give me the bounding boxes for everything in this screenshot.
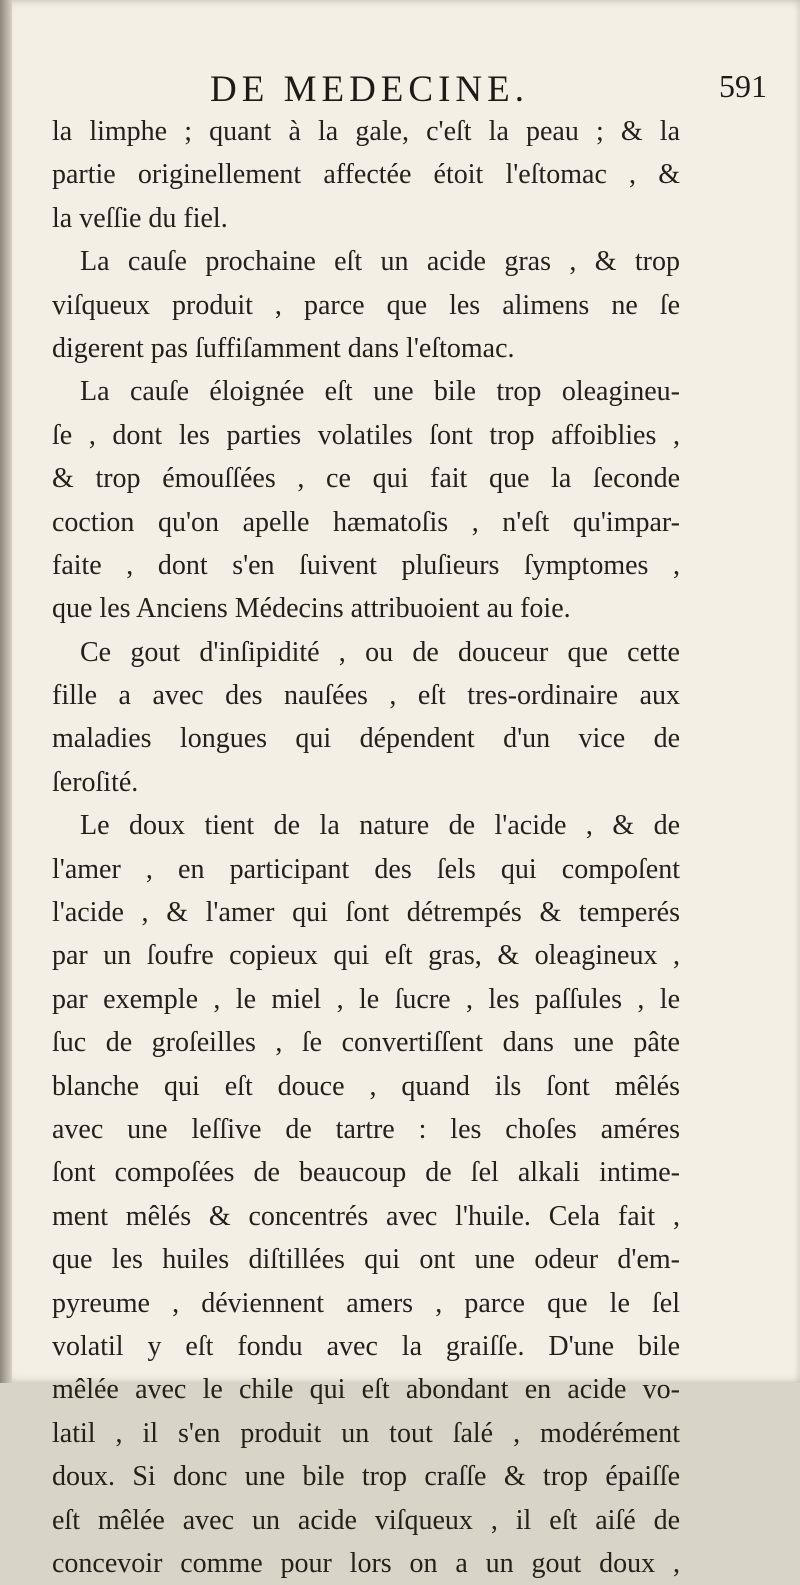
- text-line: faite , dont s'en ſuivent pluſieurs ſymptomes ,: [52, 549, 680, 581]
- page-number: 591: [719, 68, 767, 104]
- text-line: & trop émouſſées , ce qui fait que la ſeconde: [52, 463, 680, 495]
- text-line: ſe , dont les parties volatiles ſont trop affoiblies ,: [52, 419, 680, 451]
- text-line: ſeroſité.: [52, 766, 139, 798]
- text-line: la limphe ; quant à la gale, c'eſt la peau ; & la: [52, 116, 680, 147]
- text-line: l'acide , & l'amer qui ſont détrempés & temperés: [52, 897, 680, 929]
- text-line: avec une leſſive de tartre : les choſes améres: [52, 1113, 680, 1145]
- text-line: viſqueux produit , parce que les alimens ne ſe: [52, 289, 680, 321]
- running-title: DE MEDECINE.: [210, 69, 529, 110]
- text-line: la veſſie du fiel.: [52, 202, 228, 234]
- text-line: volatil y eſt fondu avec la graiſſe. D'une bile: [52, 1330, 680, 1362]
- text-line: ſont compoſées de beaucoup de ſel alkali intime-: [52, 1157, 680, 1189]
- text-line: Le doux tient de la nature de l'acide , & de: [80, 810, 680, 842]
- body-text: [52, 110, 680, 1585]
- text-line: par un ſoufre copieux qui eſt gras, & oleagineux ,: [52, 940, 680, 972]
- text-line: eſt mêlée avec un acide viſqueux , il eſt aiſé de: [52, 1504, 680, 1536]
- text-line: partie originellement affectée étoit l'eſtomac , &: [52, 159, 680, 191]
- text-line: que les huiles diſtillées qui ont une odeur d'em-: [52, 1244, 680, 1276]
- text-line: par exemple , le miel , le ſucre , les paſſules , le: [52, 983, 680, 1015]
- text-line: coction qu'on apelle hæmatoſis , n'eſt qu'impar-: [52, 506, 680, 538]
- text-line: concevoir comme pour lors on a un gout doux ,: [52, 1547, 680, 1579]
- text-line: latil , il s'en produit un tout ſalé , modérément: [52, 1417, 680, 1449]
- text-line: l'amer , en participant des ſels qui compoſent: [52, 853, 680, 885]
- text-line: digerent pas ſuffiſamment dans l'eſtomac.: [52, 332, 515, 364]
- text-line: fille a avec des nauſées , eſt tres-ordinaire aux: [52, 680, 680, 712]
- text-line: Ce gout d'inſipidité , ou de douceur que cette: [80, 636, 680, 668]
- text-line: ment mêlés & concentrés avec l'huile. Cela fait ,: [52, 1200, 680, 1232]
- text-line: La cauſe prochaine eſt un acide gras , & trop: [80, 246, 680, 278]
- text-line: ſuc de groſeilles , ſe convertiſſent dans une pâte: [52, 1027, 680, 1059]
- text-line: doux. Si donc une bile trop craſſe & trop épaiſſe: [52, 1461, 680, 1493]
- text-line: mêlée avec le chile qui eſt abondant en acide vo-: [52, 1374, 680, 1406]
- text-line: maladies longues qui dépendent d'un vice de: [52, 723, 680, 755]
- page-gutter-shadow: [0, 0, 12, 1383]
- text-line: pyreume , déviennent amers , parce que le ſel: [52, 1287, 680, 1319]
- text-line: blanche qui eſt douce , quand ils ſont mêlés: [52, 1070, 680, 1102]
- page-header: [0, 68, 800, 112]
- text-line: que les Anciens Médecins attribuoient au foie.: [52, 593, 571, 625]
- text-line: La cauſe éloignée eſt une bile trop oleagineu-: [80, 376, 680, 408]
